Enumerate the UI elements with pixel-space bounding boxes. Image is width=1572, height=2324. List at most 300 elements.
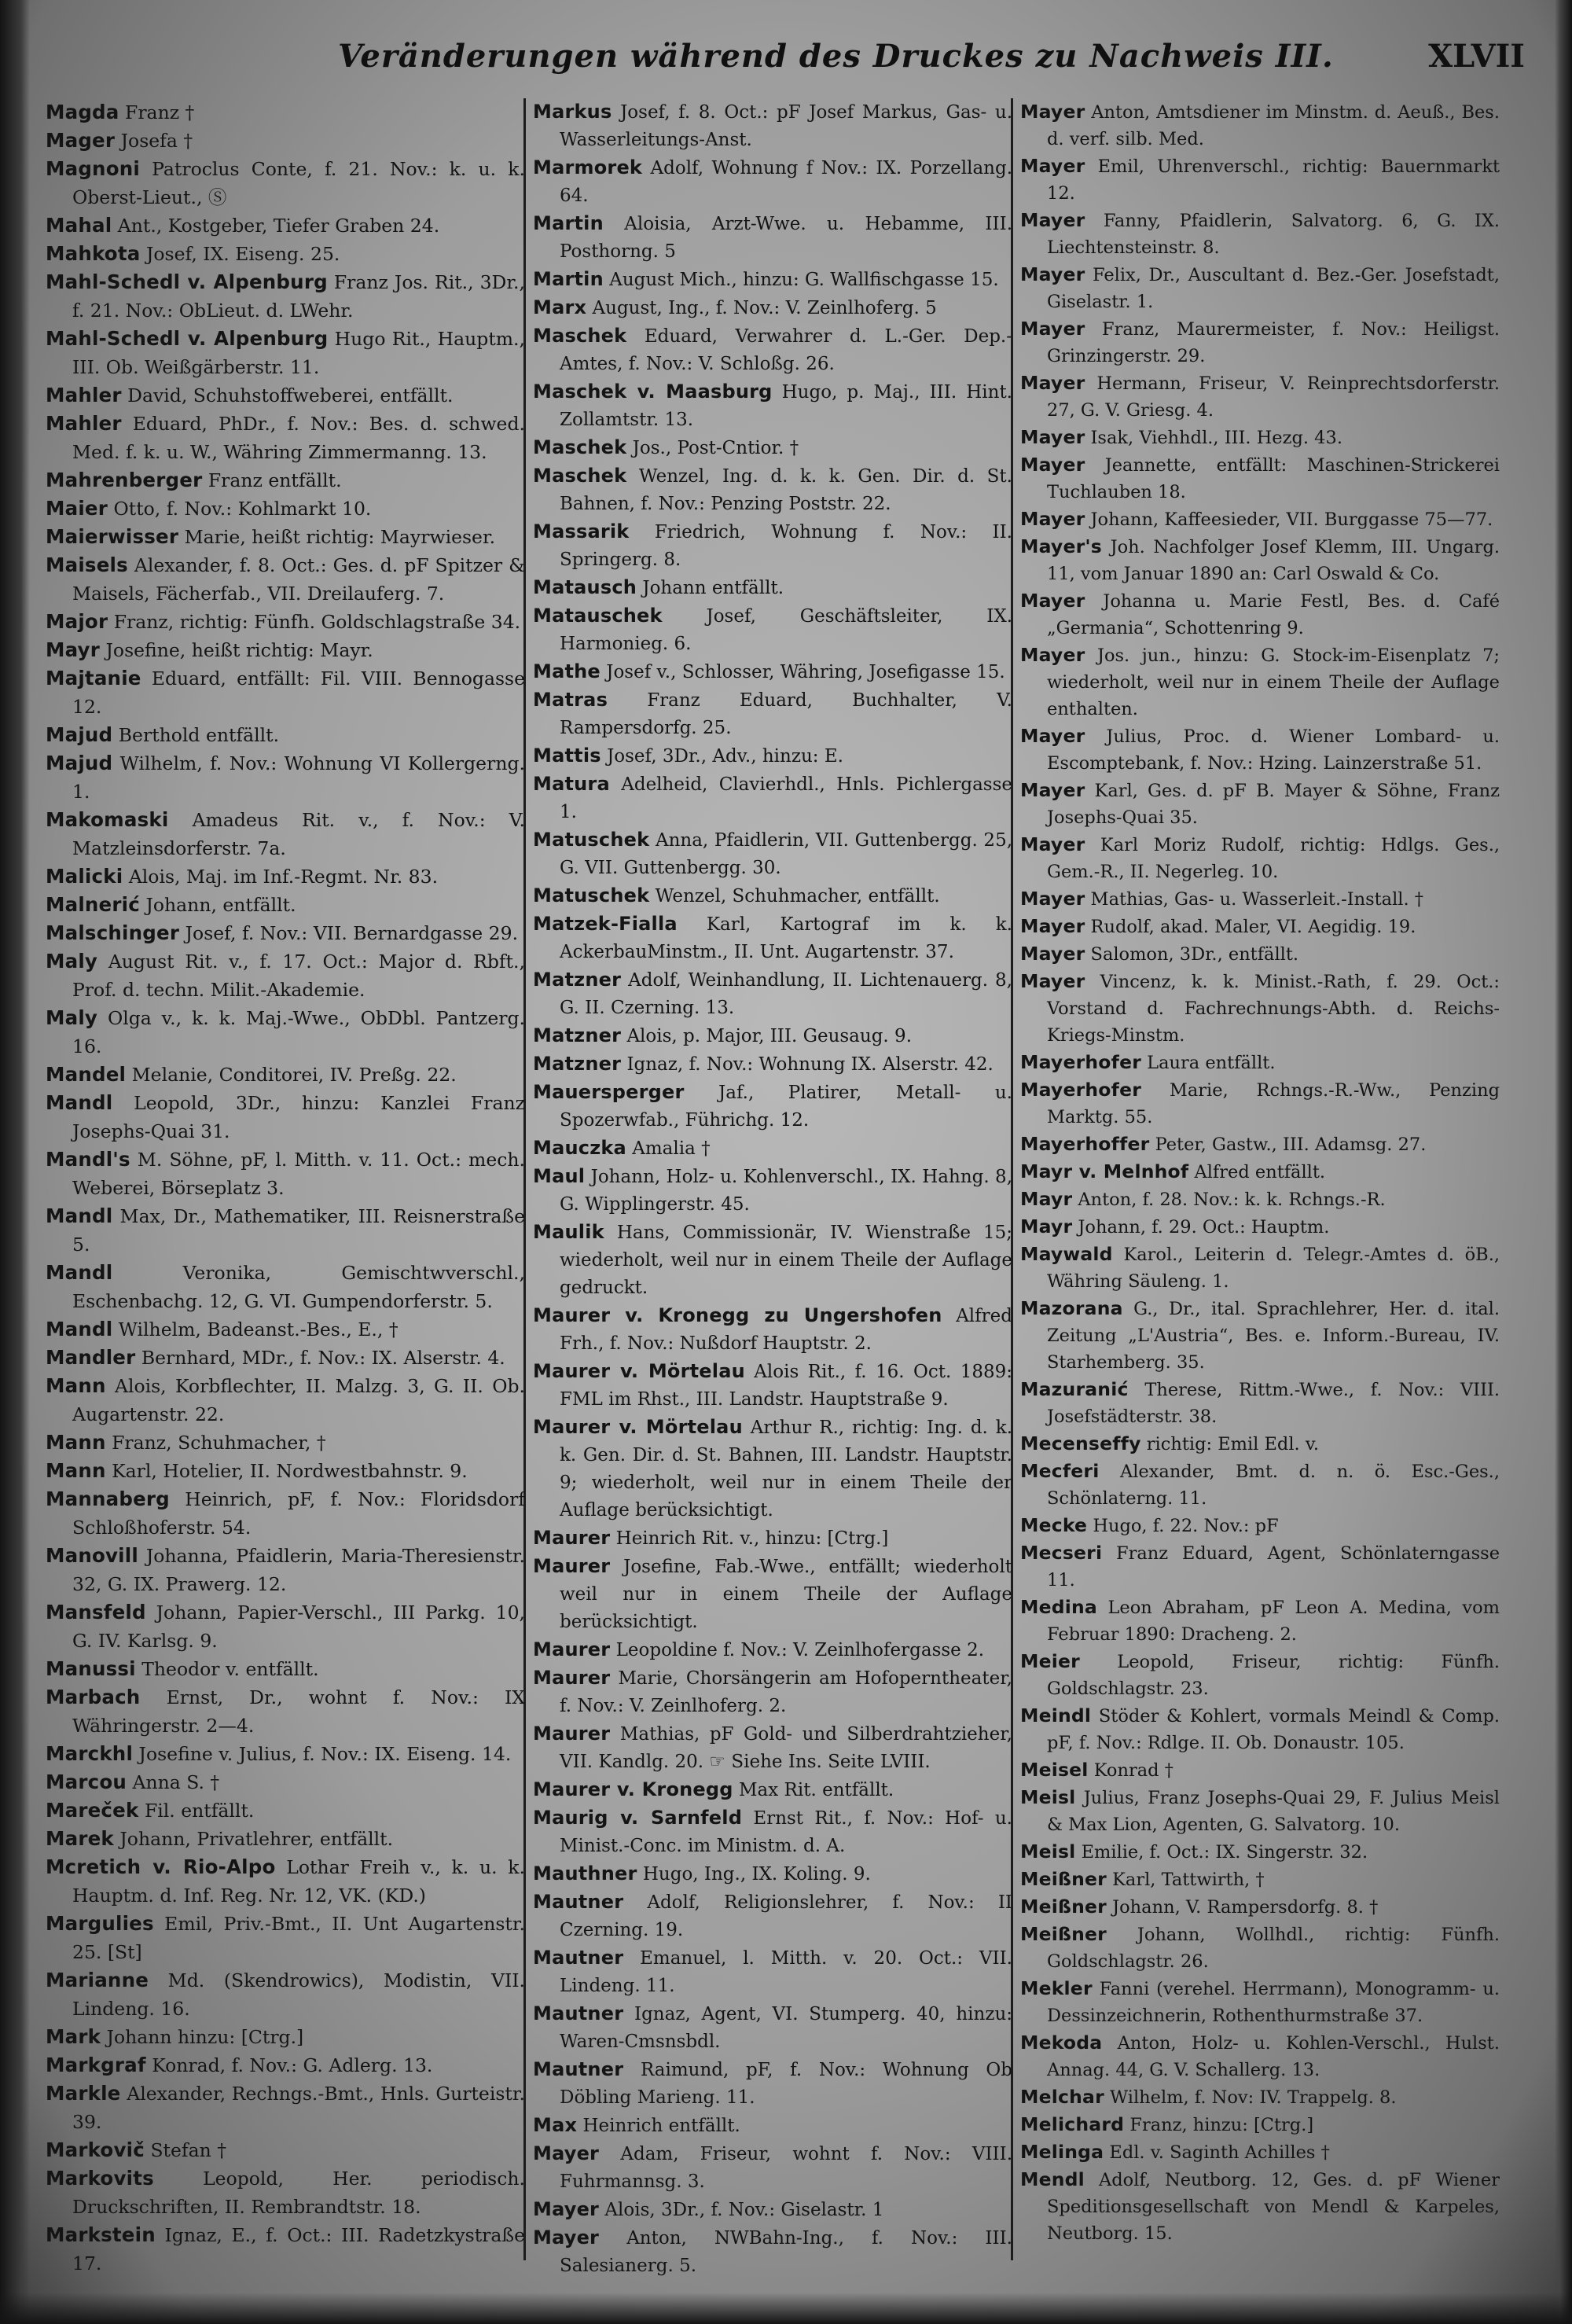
directory-entry [1020, 885, 1500, 913]
entry-details: Raimund, pF, f. Nov.: Wohnung Ob Döbling Marieng. 11. [560, 2060, 1012, 2108]
directory-entry [533, 2140, 1012, 2196]
directory-entry [1020, 1756, 1500, 1784]
entry-details: Josefine, Fab.-Wwe., entfällt; wiederholt weil nur in einem Theile der Auflage berücksichtigt. [560, 1557, 1012, 1632]
entry-surname: Mahkota [46, 242, 141, 265]
entry-details: richtig: Emil Edl. v. [1146, 1434, 1320, 1454]
entry-details: Leopold, Her. periodisch. Druckschriften, II. Rembrandtstr. 18. [72, 2168, 525, 2218]
entry-details: Johann, entfällt. [145, 894, 296, 916]
entry-details: Johanna, Pfaidlerin, Maria-Theresienstr. 32, G. IX. Prawerg. 12. [72, 1545, 525, 1595]
entry-details: Jeannette, entfällt: Maschinen-Strickerei Tuchlauben 18. [1047, 455, 1500, 502]
entry-surname: Mayer [1020, 970, 1085, 992]
directory-entry [533, 2056, 1012, 2112]
entry-surname: Markle [46, 2082, 121, 2105]
entry-surname: Mandel [46, 1063, 127, 1086]
entry-surname: Mager [46, 129, 116, 152]
directory-entry [46, 1598, 525, 1655]
entry-details: Johann, Wollhdl., richtig: Fünfh. Goldschlagstr. 26. [1047, 1925, 1500, 1972]
directory-entry [1020, 913, 1500, 940]
entry-details: Johann, Holz- u. Kohlenverschl., IX. Hahng. 8, G. Wipplingerstr. 45. [560, 1167, 1012, 1215]
entry-surname: Mauthner [533, 1863, 637, 1885]
entry-surname: Mayr [46, 638, 101, 661]
directory-entry [1020, 1702, 1500, 1756]
directory-entry [1020, 315, 1500, 370]
entry-details: Karl Moriz Rudolf, richtig: Hdlgs. Ges., Gem.-R., II. Negerleg. 10. [1047, 835, 1500, 882]
entry-surname: Mayr [1020, 1188, 1073, 1210]
directory-entry [46, 325, 525, 381]
entry-surname: Max [533, 2114, 578, 2136]
entry-surname: Mayer [533, 2142, 600, 2164]
entry-details: Franz, Schuhmacher, † [112, 1432, 326, 1454]
entry-surname: Marckhl [46, 1742, 134, 1765]
directory-entry [533, 686, 1012, 742]
entry-details: Emil, Uhrenverschl., richtig: Bauernmarkt 12. [1047, 156, 1500, 204]
entry-surname: Mahl-Schedl v. Alpenburg [46, 270, 328, 293]
entry-surname: Maly [46, 1006, 98, 1029]
directory-entry [46, 1966, 525, 2023]
entry-surname: Matras [533, 689, 608, 711]
entry-surname: Mathe [533, 660, 601, 682]
entry-surname: Meier [1020, 1650, 1080, 1672]
directory-entry [46, 2079, 525, 2136]
directory-entry [46, 806, 525, 862]
entry-surname: Maurig v. Sarnfeld [533, 1807, 743, 1829]
page-title: Veränderungen während des Druckes zu Nachweis III. [338, 38, 1334, 75]
entry-surname: Mautner [533, 2058, 624, 2080]
entry-surname: Manussi [46, 1657, 136, 1680]
directory-entry [1020, 153, 1500, 207]
directory-entry [46, 721, 525, 749]
entry-details: Aloisia, Arzt-Wwe. u. Hebamme, III. Posthorng. 5 [560, 214, 1012, 262]
directory-entry [533, 1804, 1012, 1860]
directory-entry [533, 1302, 1012, 1358]
entry-details: Salomon, 3Dr., entfällt. [1090, 944, 1299, 965]
entry-details: Mathias, Gas- u. Wasserleit.-Install. † [1090, 889, 1424, 910]
directory-entry [46, 1344, 525, 1372]
directory-entry [533, 966, 1012, 1022]
directory-entry [1020, 940, 1500, 968]
entry-details: Max, Dr., Mathematiker, III. Reisnerstraße 5. [72, 1205, 525, 1256]
entry-surname: Malicki [46, 865, 123, 888]
entry-surname: Matausch [533, 576, 637, 598]
directory-entry [533, 462, 1012, 518]
entry-details: Stefan † [150, 2139, 226, 2161]
entry-details: Veronika, Gemischtwverschl., Eschenbachg. 12, G. VI. Gumpendorferstr. 5. [72, 1262, 525, 1312]
entry-details: Olga v., k. k. Maj.-Wwe., ObDbl. Pantzerg. 16. [72, 1007, 525, 1057]
entry-details: Rudolf, akad. Maler, VI. Aegidig. 19. [1090, 917, 1416, 937]
directory-entry [533, 1163, 1012, 1219]
entry-details: Johann, Privatlehrer, entfällt. [119, 1828, 394, 1850]
directory-entry [1020, 587, 1500, 642]
directory-entry [1020, 1921, 1500, 1975]
entry-details: Wenzel, Schuhmacher, entfällt. [655, 886, 940, 906]
entry-surname: Mayer [1020, 318, 1085, 340]
entry-details: Alois, p. Major, III. Geusaug. 9. [626, 1026, 913, 1046]
directory-entry [533, 602, 1012, 658]
entry-details: Alois, Korbflechter, II. Malzg. 3, G. II. Ob. Augartenstr. 22. [72, 1375, 525, 1425]
entry-details: Julius, Proc. d. Wiener Lombard- u. Escomptebank, f. Nov.: Hzing. Lainzerstraße 51. [1047, 726, 1500, 774]
entry-surname: Mautner [533, 1891, 624, 1913]
entry-details: Max Rit. entfällt. [739, 1780, 894, 1800]
entry-details: Josefine v. Julius, f. Nov.: IX. Eiseng. 14. [138, 1743, 512, 1765]
entry-details: Friedrich, Wohnung f. Nov.: II. Springerg. 8. [560, 522, 1012, 570]
directory-entry [46, 2221, 525, 2278]
entry-details: Alfred entfällt. [1194, 1162, 1326, 1182]
entry-details: Amadeus Rit. v., f. Nov.: V. Matzleinsdorferstr. 7a. [72, 809, 525, 859]
entry-surname: Mayer [1020, 833, 1085, 855]
directory-entry [46, 1485, 525, 1542]
entry-surname: Markovič [46, 2138, 145, 2161]
entry-details: Adolf, Neutborg. 12, Ges. d. pF Wiener Speditionsgesellschaft von Mendl & Karpeles, Neutborg. 15. [1047, 2170, 1500, 2244]
directory-entry [46, 1542, 525, 1598]
page-edge-shadow-bottom [0, 2293, 1572, 2324]
directory-entry [533, 1022, 1012, 1050]
entry-details: Stöder & Kohlert, vormals Meindl & Comp. pF, f. Nov.: Rdlge. II. Ob. Donaustr. 105. [1047, 1706, 1500, 1753]
directory-entry [1020, 1213, 1500, 1241]
entry-surname: Meisel [1020, 1759, 1089, 1781]
entry-surname: Marcou [46, 1771, 127, 1793]
directory-entry [46, 2023, 525, 2051]
entry-details: Alfred Frh., f. Nov.: Nußdorf Hauptstr. 2. [560, 1306, 1012, 1354]
entry-details: Anton, Amtsdiener im Minstm. d. Aeuß., Bes. d. verf. silb. Med. [1047, 102, 1500, 149]
entry-surname: Mahler [46, 412, 122, 435]
entry-details: Karol., Leiterin d. Telegr.-Amtes d. öB., Währing Säuleng. 1. [1047, 1245, 1500, 1292]
entry-details: Adolf, Wohnung f Nov.: IX. Porzellang. 64. [560, 158, 1012, 206]
entry-surname: Meisl [1020, 1840, 1076, 1863]
entry-surname: Mayer [1020, 943, 1085, 965]
directory-entry [46, 947, 525, 1004]
entry-details: Karl, Ges. d. pF B. Mayer & Söhne, Franz Josephs-Quai 35. [1047, 781, 1500, 828]
entry-surname: Makomaski [46, 808, 169, 831]
directory-entry [1020, 2083, 1500, 2111]
entry-details: Josef, f. 8. Oct.: pF Josef Markus, Gas- u. Wasserleitungs-Anst. [560, 102, 1012, 150]
entry-surname: Meißner [1020, 1896, 1107, 1918]
entry-surname: Mayer's [1020, 535, 1102, 557]
entry-surname: Mayer [1020, 508, 1085, 530]
entry-details: Franz, hinzu: [Ctrg.] [1129, 2115, 1314, 2135]
entry-surname: Mark [46, 2025, 101, 2048]
directory-entry [1020, 968, 1500, 1049]
entry-details: Josef, Geschäftsleiter, IX. Harmonieg. 6. [560, 606, 1012, 654]
entry-surname: Majud [46, 723, 113, 746]
entry-details: Wilhelm, Badeanst.-Bes., E., † [118, 1318, 399, 1340]
directory-entry [46, 2164, 525, 2221]
directory-entry [46, 98, 525, 127]
entry-details: Josef, 3Dr., Adv., hinzu: E. [607, 746, 843, 767]
directory-entry [533, 826, 1012, 882]
entry-details: Adam, Friseur, wohnt f. Nov.: VIII. Fuhrmannsg. 3. [560, 2144, 1012, 2192]
directory-entry [1020, 1975, 1500, 2029]
entry-details: Josef, IX. Eiseng. 25. [145, 243, 340, 265]
entry-surname: Mann [46, 1374, 106, 1397]
entry-details: Hermann, Friseur, V. Reinprechtsdorferstr. 27, G. V. Griesg. 4. [1047, 373, 1500, 421]
entry-surname: Mazuranić [1020, 1378, 1129, 1400]
directory-entry [1020, 1131, 1500, 1158]
entry-details: Wilhelm, f. Nov.: Wohnung VI Kollergerng. 1. [72, 752, 525, 803]
entry-surname: Mayerhofer [1020, 1051, 1141, 1073]
entry-details: Fil. entfällt. [144, 1800, 255, 1822]
directory-entry [46, 268, 525, 325]
entry-surname: Magda [46, 101, 119, 123]
entry-details: Felix, Dr., Auscultant d. Bez.-Ger. Josefstadt, Giselastr. 1. [1047, 265, 1500, 312]
page-number: XLVII [1428, 38, 1525, 75]
entry-details: Hugo Rit., Hauptm., III. Ob. Weißgärberstr. 11. [72, 328, 525, 378]
directory-entry [1020, 642, 1500, 723]
directory-entry [1020, 1594, 1500, 1648]
entry-surname: Maier [46, 497, 108, 520]
entry-details: Emil, Priv.-Bmt., II. Unt Augartenstr. 25. [St] [72, 1913, 525, 1963]
directory-entry [1020, 1893, 1500, 1921]
entry-surname: Mayer [1020, 155, 1085, 177]
entry-details: Karl, Hotelier, II. Nordwestbahnstr. 9. [112, 1460, 468, 1482]
entry-surname: Maisels [46, 553, 128, 576]
entry-surname: Malnerić [46, 893, 140, 916]
entry-details: Anton, f. 28. Nov.: k. k. Rchngs.-R. [1078, 1190, 1386, 1210]
entry-surname: Mauczka [533, 1137, 626, 1159]
entry-details: Wenzel, Ing. d. k. k. Gen. Dir. d. St. Bahnen, f. Nov.: Penzing Poststr. 22. [560, 466, 1012, 514]
entry-surname: Mcretich v. Rio-Alpo [46, 1855, 276, 1878]
directory-entry [46, 919, 525, 947]
entry-details: Franz Jos. Rit., 3Dr., f. 21. Nov.: ObLieut. d. LWehr. [72, 271, 525, 322]
entry-surname: Mayer [533, 2227, 600, 2249]
entry-details: Julius, Franz Josephs-Quai 29, F. Julius Meisl & Max Lion, Agenten, G. Salvatorg. 10. [1047, 1788, 1500, 1835]
directory-entry [1020, 1186, 1500, 1213]
directory-entry [46, 1429, 525, 1457]
directory-entry [46, 410, 525, 466]
entry-surname: Maurer [533, 1667, 611, 1689]
column-3 [1020, 98, 1500, 2288]
entry-surname: Mandl [46, 1091, 113, 1114]
directory-entry [1020, 777, 1500, 831]
page-edge-shadow-right [1555, 0, 1572, 2324]
entry-surname: Malschinger [46, 921, 180, 944]
entry-details: Franz Eduard, Buchhalter, V. Rampersdorfg. 25. [560, 690, 1012, 738]
entry-details: Johann hinzu: [Ctrg.] [106, 2026, 304, 2048]
directory-entry [1020, 207, 1500, 261]
directory-entry [533, 1888, 1012, 1944]
directory-entry [1020, 723, 1500, 777]
entry-surname: Maschek v. Maasburg [533, 381, 773, 403]
entry-surname: Mandl [46, 1204, 113, 1227]
entry-details: August, Ing., f. Nov.: V. Zeinlhoferg. 5 [592, 298, 937, 318]
entry-surname: Melichard [1020, 2113, 1125, 2135]
entry-surname: Maurer v. Mörtelau [533, 1416, 743, 1438]
entry-surname: Meißner [1020, 1868, 1107, 1890]
entry-surname: Maurer [533, 1555, 611, 1577]
entry-details: Marie, heißt richtig: Mayrwieser. [184, 526, 496, 548]
directory-entry [533, 98, 1012, 154]
entry-surname: Mayer [1020, 263, 1085, 285]
entry-surname: Markus [533, 101, 612, 123]
column-1 [46, 98, 525, 2288]
entry-surname: Maurer [533, 1723, 611, 1745]
entry-details: Johann, Kaffeesieder, VII. Burggasse 75—77. [1090, 509, 1493, 530]
entry-surname: Meisl [1020, 1786, 1076, 1808]
entry-surname: Melchar [1020, 2086, 1104, 2108]
entry-surname: Mayer [1020, 372, 1085, 394]
entry-details: Adolf, Religionslehrer, f. Nov.: II Czerning. 19. [560, 1892, 1012, 1940]
entry-surname: Mekoda [1020, 2032, 1103, 2054]
entry-details: Alois, 3Dr., f. Nov.: Giselastr. 1 [604, 2200, 884, 2220]
directory-entry [533, 882, 1012, 910]
entry-surname: Marek [46, 1827, 114, 1850]
directory-entry [46, 1853, 525, 1910]
entry-details: Ernst, Dr., wohnt f. Nov.: IX Währingerstr. 2—4. [72, 1686, 525, 1737]
directory-entry [46, 240, 525, 268]
entry-surname: Maschek [533, 465, 627, 487]
entry-details: Therese, Rittm.-Wwe., f. Nov.: VIII. Josefstädterstr. 38. [1047, 1380, 1500, 1427]
entry-surname: Mayer [1020, 725, 1085, 747]
entry-details: Marie, Rchngs.-R.-Ww., Penzing Marktg. 55. [1047, 1080, 1500, 1127]
directory-entry [1020, 2138, 1500, 2166]
entry-surname: Mansfeld [46, 1601, 146, 1623]
directory-entry [533, 1219, 1012, 1302]
entry-surname: Mahal [46, 214, 112, 237]
entry-details: Laura entfällt. [1147, 1053, 1276, 1073]
directory-entry [1020, 1866, 1500, 1893]
entry-details: Leopold, Friseur, richtig: Fünfh. Goldschlagstr. 23. [1047, 1652, 1500, 1699]
entry-surname: Mayer [1020, 454, 1085, 476]
directory-entry [46, 1004, 525, 1061]
entry-surname: Mayer [1020, 888, 1085, 910]
directory-entry [533, 1636, 1012, 1664]
entry-surname: Magnoni [46, 157, 140, 180]
entry-surname: Mareček [46, 1799, 139, 1822]
entry-details: Franz entfällt. [208, 469, 342, 491]
entry-surname: Mayer [1020, 209, 1085, 231]
directory-entry [46, 1457, 525, 1485]
entry-surname: Mandl [46, 1318, 113, 1340]
entry-details: Leopoldine f. Nov.: V. Zeinlhofergasse 2. [615, 1640, 985, 1660]
entry-details: Franz, Maurermeister, f. Nov.: Heiligst. Grinzingerstr. 29. [1047, 319, 1500, 366]
directory-entry [533, 2000, 1012, 2056]
entry-details: Adolf, Weinhandlung, II. Lichtenauerg. 8, G. II. Czerning. 13. [560, 970, 1012, 1018]
directory-entry [46, 1683, 525, 1740]
entry-surname: Matura [533, 773, 610, 795]
entry-surname: Maulik [533, 1221, 604, 1243]
directory-entry [533, 378, 1012, 434]
directory-entry [46, 1740, 525, 1768]
directory-entry [46, 749, 525, 806]
entry-surname: Maschek [533, 325, 627, 347]
entry-surname: Matzner [533, 969, 622, 991]
entry-surname: Mahler [46, 384, 122, 406]
directory-entry [1020, 2029, 1500, 2083]
entry-details: Ignaz, E., f. Oct.: III. Radetzkystraße 17. [72, 2224, 525, 2274]
directory-entry [533, 1414, 1012, 1524]
directory-entry [1020, 261, 1500, 315]
entry-surname: Mahrenberger [46, 469, 203, 491]
entry-details: Hugo, f. 22. Nov.: pF [1093, 1516, 1279, 1536]
entry-surname: Martin [533, 268, 604, 290]
entry-surname: Meindl [1020, 1704, 1092, 1726]
directory-entry [533, 434, 1012, 462]
entry-surname: Maurer v. Mörtelau [533, 1360, 745, 1382]
directory-entry [533, 574, 1012, 602]
entry-details: Adelheid, Clavierhdl., Hnls. Pichlergasse 1. [560, 774, 1012, 822]
entry-details: Peter, Gastw., III. Adamsg. 27. [1155, 1134, 1427, 1155]
directory-entry [1020, 2111, 1500, 2138]
directory-entry [533, 210, 1012, 266]
directory-entry [46, 636, 525, 664]
directory-entry [46, 1089, 525, 1145]
entry-details: Alois, Maj. im Inf.-Regmt. Nr. 83. [128, 866, 439, 888]
entry-surname: Matauschek [533, 605, 663, 627]
directory-entry [1020, 1376, 1500, 1430]
entry-surname: Markgraf [46, 2054, 146, 2076]
directory-entry [533, 518, 1012, 574]
entry-surname: Massarik [533, 520, 630, 542]
directory-entry [46, 862, 525, 891]
entry-surname: Margulies [46, 1912, 154, 1935]
directory-entry [533, 742, 1012, 770]
directory-entry [533, 770, 1012, 826]
directory-entry [46, 1768, 525, 1796]
entry-details: Eduard, PhDr., f. Nov.: Bes. d. schwed. Med. f. k. u. W., Währing Zimmermanng. 13. [72, 413, 525, 463]
directory-entry [46, 2136, 525, 2164]
entry-details: Marie, Chorsängerin am Hofoperntheater, f. Nov.: V. Zeinlhoferg. 2. [560, 1668, 1012, 1716]
entry-surname: Mayer [1020, 426, 1085, 448]
directory-entry [533, 1553, 1012, 1636]
entry-surname: Mahl-Schedl v. Alpenburg [46, 327, 329, 350]
entry-surname: Mecenseffy [1020, 1432, 1141, 1454]
entry-details: Emanuel, l. Mitth. v. 20. Oct.: VII. Lindeng. 11. [560, 1948, 1012, 1996]
entry-details: Bernhard, MDr., f. Nov.: IX. Alserstr. 4. [141, 1347, 505, 1369]
entry-surname: Matzner [533, 1024, 622, 1046]
entry-surname: Mandl [46, 1261, 113, 1284]
entry-surname: Majtanie [46, 667, 141, 689]
directory-entry [1020, 451, 1500, 506]
entry-details: Josefine, heißt richtig: Mayr. [105, 639, 373, 661]
directory-entry [46, 155, 525, 211]
entry-surname: Mannaberg [46, 1487, 170, 1510]
entry-details: Hugo, p. Maj., III. Hint. Zollamtstr. 13. [560, 382, 1012, 430]
entry-details: Amalia † [632, 1138, 711, 1159]
entry-surname: Matzner [533, 1053, 622, 1075]
directory-entry [1020, 533, 1500, 587]
directory-entry [533, 2224, 1012, 2280]
entry-surname: Mayer [1020, 915, 1085, 937]
directory-entry [533, 1358, 1012, 1414]
entry-surname: Maurer v. Kronegg zu Ungershofen [533, 1304, 942, 1326]
entry-details: Joh. Nachfolger Josef Klemm, III. Ungarg. 11, vom Januar 1890 an: Carl Oswald & Co. [1047, 537, 1500, 584]
entry-surname: Maurer v. Kronegg [533, 1778, 733, 1800]
directory-entry [533, 322, 1012, 378]
column-2 [533, 98, 1012, 2288]
directory-entry [46, 127, 525, 155]
entry-details: Karl, Kartograf im k. k. AckerbauMinstm., II. Unt. Augartenstr. 37. [560, 914, 1012, 962]
entry-surname: Majud [46, 752, 113, 774]
entry-details: Eduard, Verwahrer d. L.-Ger. Dep.-Amtes, f. Nov.: V. Schloßg. 26. [560, 326, 1012, 374]
entry-surname: Maschek [533, 436, 627, 458]
directory-entry [46, 1910, 525, 1966]
directory-entry [533, 658, 1012, 686]
entry-surname: Martin [533, 212, 604, 234]
entry-details: David, Schuhstoffweberei, entfällt. [127, 384, 454, 406]
entry-details: Johann entfällt. [642, 578, 784, 598]
directory-entry [46, 211, 525, 240]
entry-details: Melanie, Conditorei, IV. Preßg. 22. [131, 1064, 457, 1086]
directory-entry [46, 381, 525, 410]
entry-surname: Marmorek [533, 156, 643, 178]
entry-details: Edl. v. Saginth Achilles † [1109, 2142, 1330, 2163]
entry-surname: Maly [46, 950, 98, 973]
entry-details: Josef v., Schlosser, Währing, Josefigasse 15. [606, 662, 1005, 682]
entry-surname: Mekler [1020, 1977, 1093, 1999]
entry-surname: Markstein [46, 2223, 156, 2246]
directory-entry [46, 2051, 525, 2079]
entry-surname: Marianne [46, 1969, 149, 1991]
entry-details: Emilie, f. Oct.: IX. Singerstr. 32. [1081, 1842, 1368, 1863]
